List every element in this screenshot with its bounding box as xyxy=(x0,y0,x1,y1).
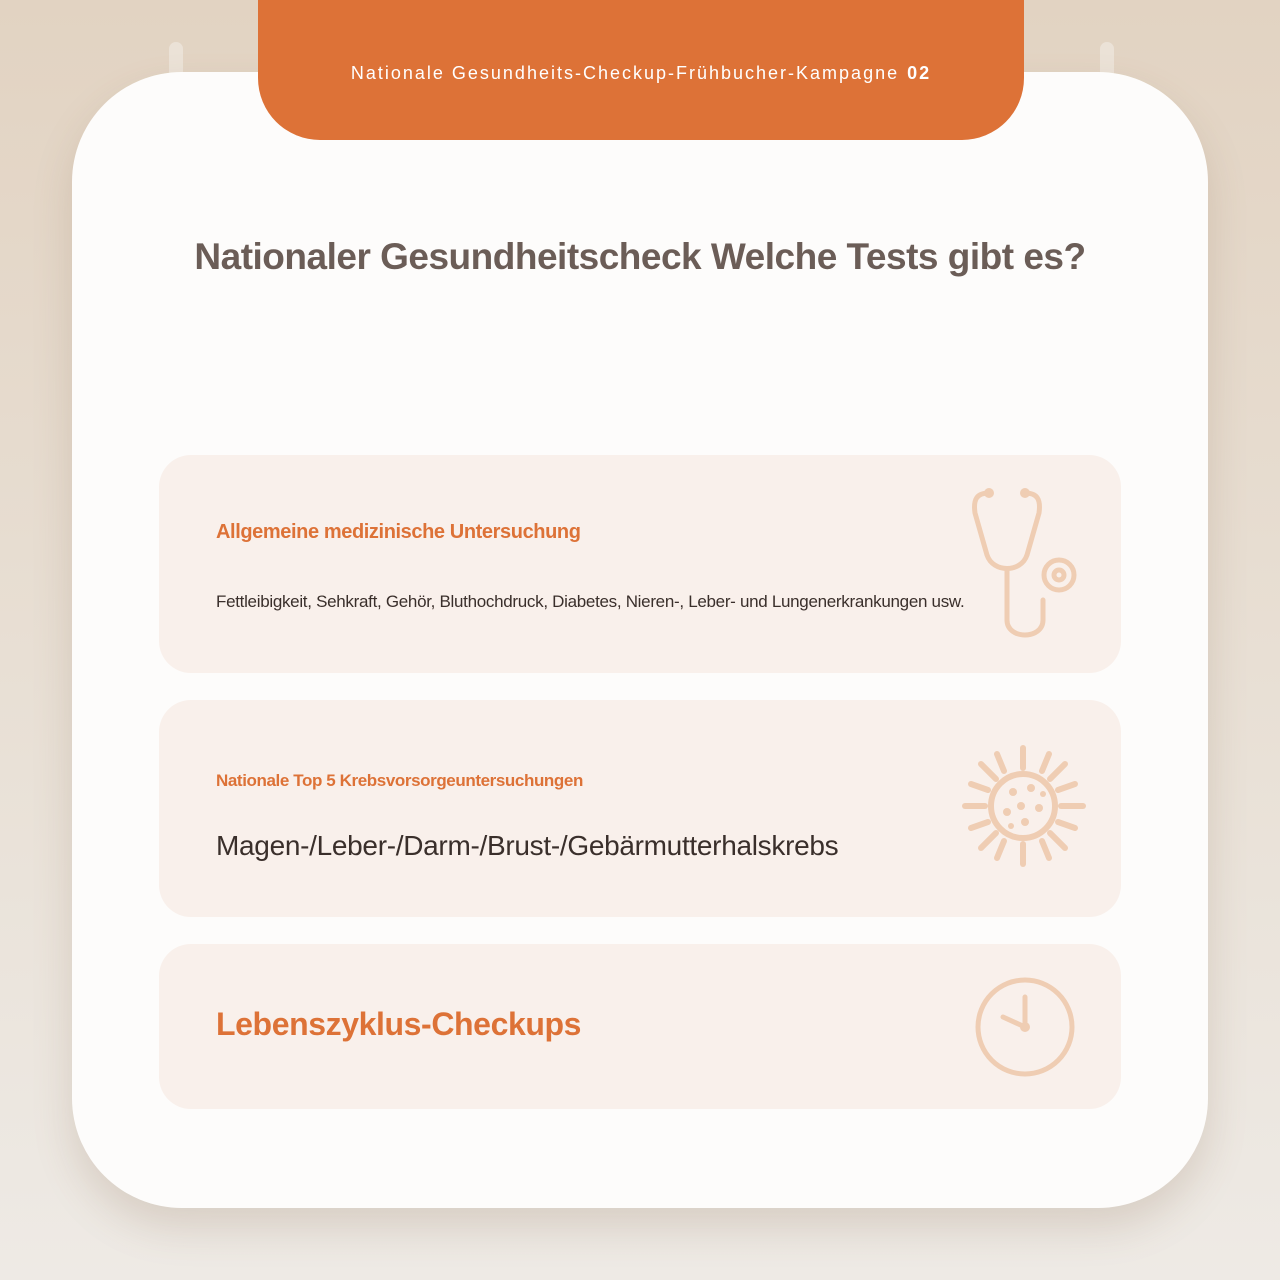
section-heading: Allgemeine medizinische Untersuchung xyxy=(216,521,581,543)
section-lifecycle xyxy=(159,944,1121,1109)
clock-icon xyxy=(973,975,1077,1079)
virus-icon xyxy=(959,742,1089,870)
section-heading: Nationale Top 5 Krebsvorsorgeuntersuchungen xyxy=(216,771,583,790)
page-number: 02 xyxy=(907,62,932,83)
page-title: Nationaler Gesundheitscheck Welche Tests gibt es? xyxy=(194,236,1086,277)
section-general-exam xyxy=(159,455,1121,673)
section-heading: Lebenszyklus-Checkups xyxy=(216,1006,582,1042)
section-text: Fettleibigkeit, Sehkraft, Gehör, Bluthochdruck, Diabetes, Nieren-, Leber- und Lungenerkrankungen usw. xyxy=(216,592,965,611)
stethoscope-icon xyxy=(967,485,1082,640)
campaign-tab xyxy=(258,0,1024,140)
campaign-title: Nationale Gesundheits-Checkup-Frühbucher-Kampagne xyxy=(350,62,900,83)
section-text: Magen-/Leber-/Darm-/Brust-/Gebärmutterhalskrebs xyxy=(216,830,839,861)
section-cancer-screening xyxy=(159,700,1121,917)
